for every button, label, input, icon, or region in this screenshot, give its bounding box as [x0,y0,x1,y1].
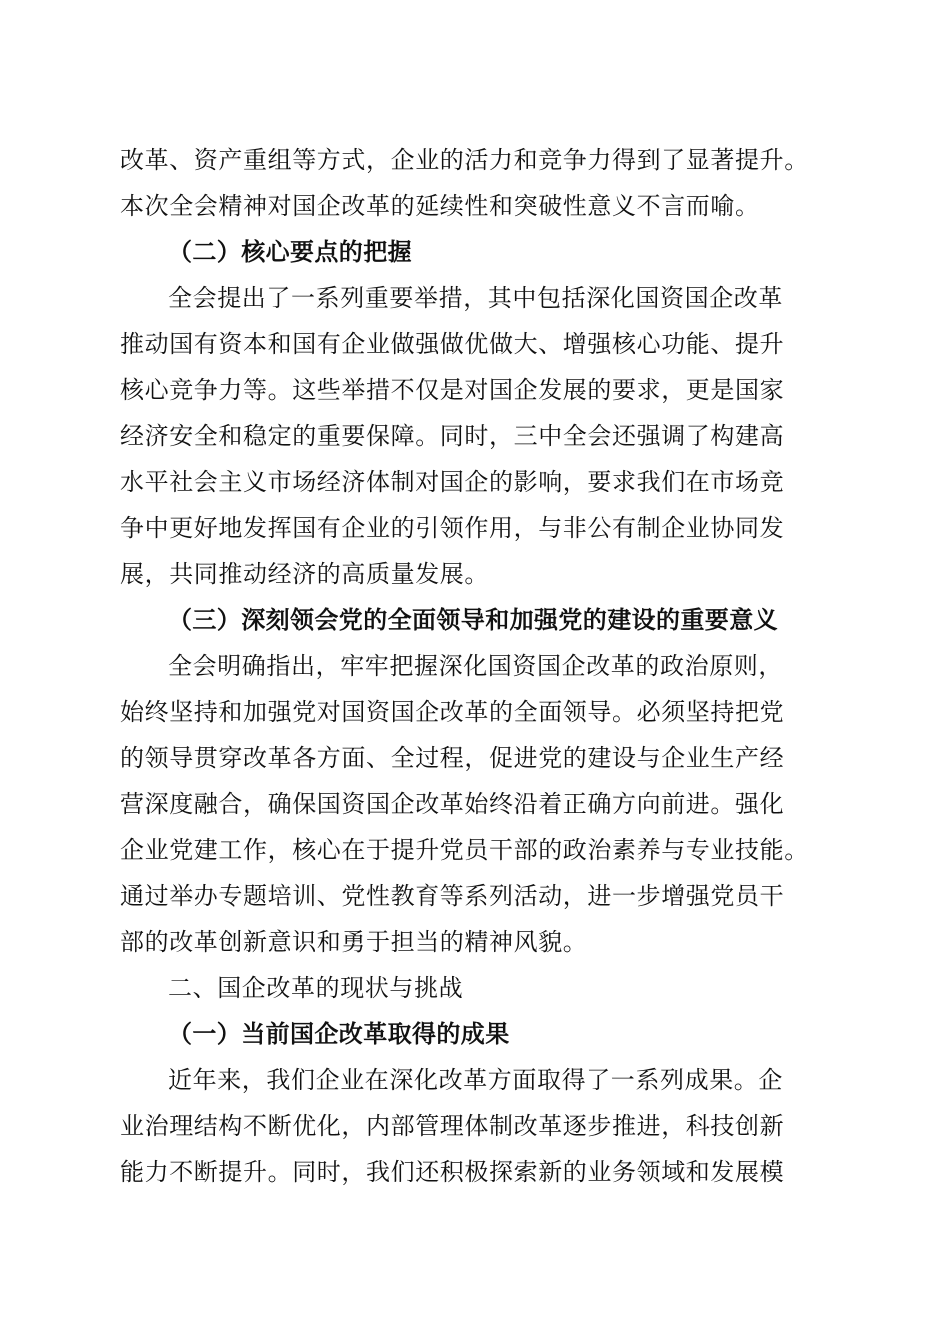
paragraph-line: 推动国有资本和国有企业做强做优做大、增强核心功能、提升 [120,330,785,358]
paragraph-line: 全会明确指出，牢牢把握深化国资国企改革的政治原则， [168,652,783,680]
paragraph-line: 争中更好地发挥国有企业的引领作用，与非公有制企业协同发 [120,514,785,542]
section-heading-3: （三）深刻领会党的全面领导和加强党的建设的重要意义 [168,606,778,634]
paragraph-line: 展，共同推动经济的高质量发展。 [120,560,489,588]
paragraph-line: 水平社会主义市场经济体制对国企的影响，要求我们在市场竞 [120,468,785,496]
paragraph-line: 能力不断提升。同时，我们还积极探索新的业务领域和发展模 [120,1158,785,1186]
paragraph-line: 营深度融合，确保国资国企改革始终沿着正确方向前进。强化 [120,790,785,818]
paragraph-line: 经济安全和稳定的重要保障。同时，三中全会还强调了构建高 [120,422,785,450]
paragraph-line: 的领导贯穿改革各方面、全过程，促进党的建设与企业生产经 [120,744,785,772]
paragraph-line: 部的改革创新意识和勇于担当的精神风貌。 [120,928,588,956]
paragraph-line: 始终坚持和加强党对国资国企改革的全面领导。必须坚持把党 [120,698,785,726]
paragraph-line: 企业党建工作，核心在于提升党员干部的政治素养与专业技能。 [120,836,809,864]
paragraph-line: 改革、资产重组等方式，企业的活力和竞争力得到了显著提升。 [120,146,809,174]
paragraph-line: 近年来，我们企业在深化改革方面取得了一系列成果。企 [168,1066,783,1094]
paragraph-line: 全会提出了一系列重要举措，其中包括深化国资国企改革 [168,284,783,312]
paragraph-line: 核心竞争力等。这些举措不仅是对国企发展的要求，更是国家 [120,376,785,404]
section-heading-1: （一）当前国企改革取得的成果 [168,1020,510,1048]
paragraph-line: 通过举办专题培训、党性教育等系列活动，进一步增强党员干 [120,882,785,910]
paragraph-line: 本次全会精神对国企改革的延续性和突破性意义不言而喻。 [120,192,760,220]
section-heading-2: （二）核心要点的把握 [168,238,412,266]
paragraph-line: 业治理结构不断优化，内部管理体制改革逐步推进，科技创新 [120,1112,785,1140]
chapter-heading-2: 二、国企改革的现状与挑战 [168,974,464,1002]
